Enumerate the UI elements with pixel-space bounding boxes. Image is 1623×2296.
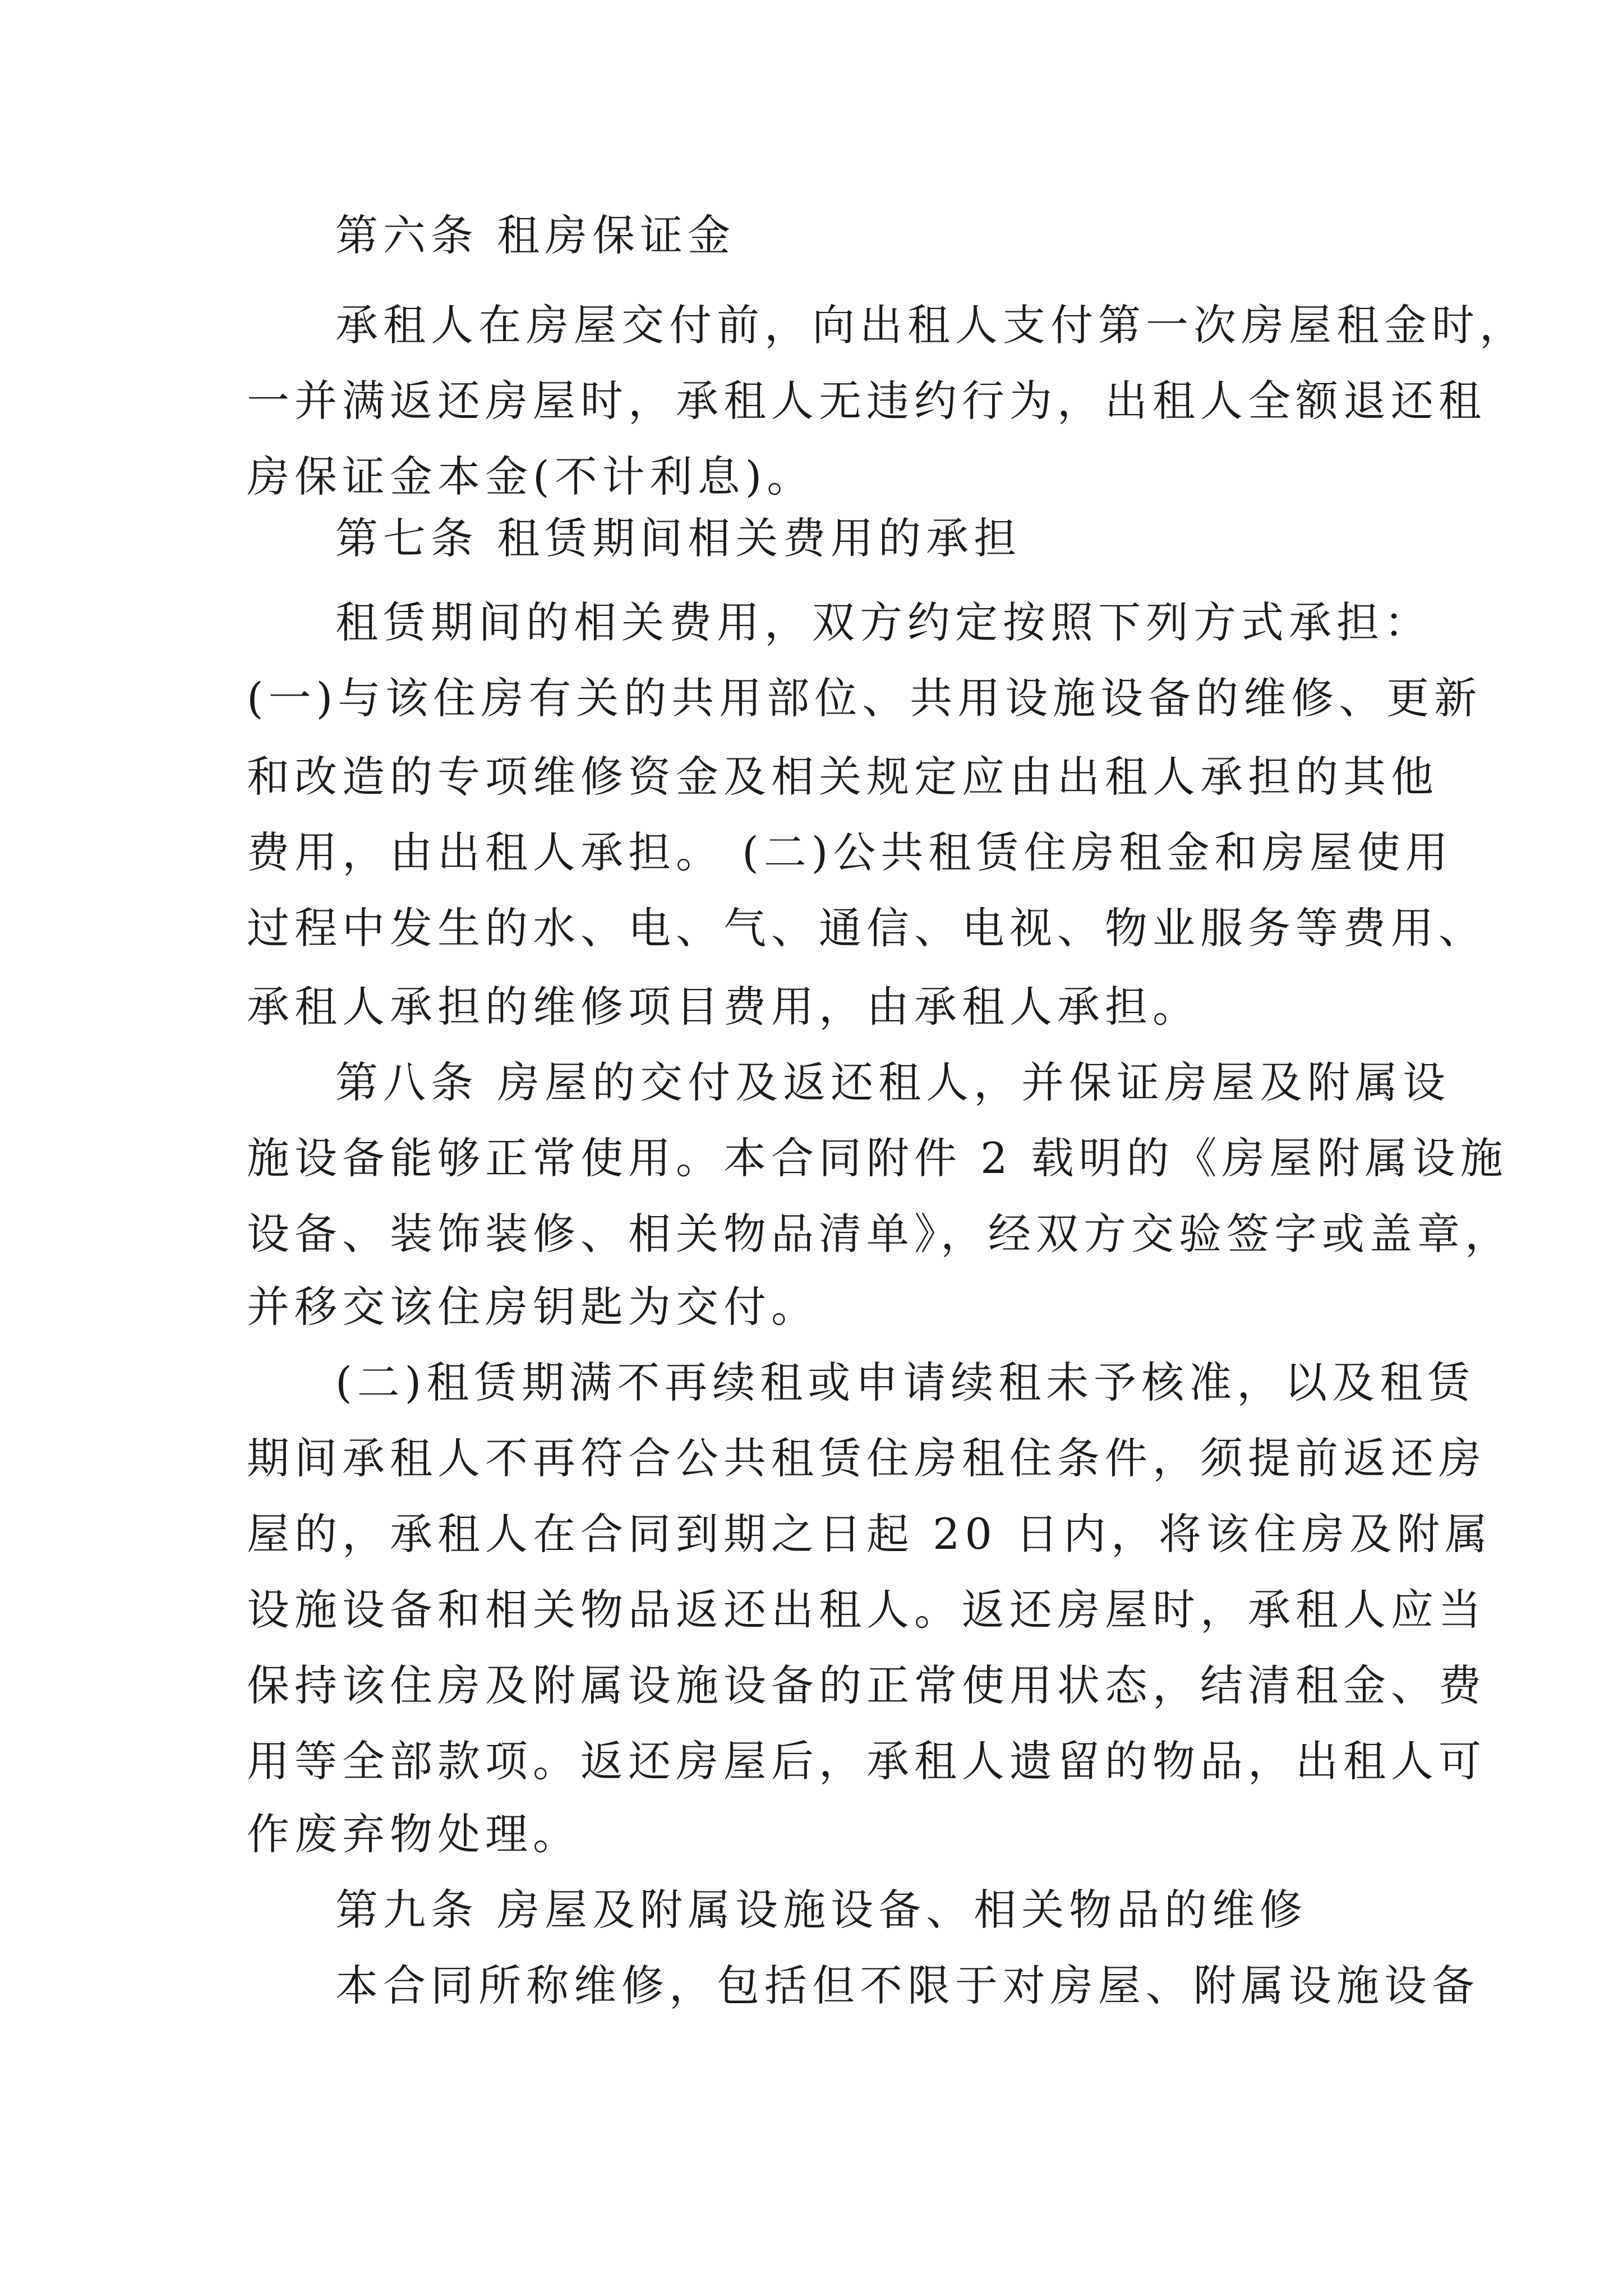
text-line: 和改造的专项维修资金及相关规定应由出租人承担的其他 [247,752,1438,802]
text-line: 费用，由出租人承担。 (二)公共租赁住房租金和房屋使用 [247,827,1453,877]
article-6-heading: 第六条 租房保证金 [335,210,736,260]
text-line: (一)与该住房有关的共用部位、共用设施设备的维修、更新 [247,673,1482,723]
text-line: 一并满返还房屋时，承租人无违约行为，出租人全额退还租 [247,376,1486,426]
text-line: (二)租赁期满不再续租或申请续租未予核准，以及租赁 [335,1358,1476,1407]
text-line: 设备、装饰装修、相关物品清单》，经双方交验签字或盖章， [247,1209,1513,1259]
text-line: 设施设备和相关物品返还出租人。返还房屋时，承租人应当 [247,1585,1486,1635]
text-line: 承租人在房屋交付前，向出租人支付第一次房屋租金时， [335,300,1527,350]
text-line: 承租人承担的维修项目费用，由承租人承担。 [247,982,1200,1032]
text-line: 保持该住房及附属设施设备的正常使用状态，结清租金、费 [247,1660,1486,1710]
text-line: 本合同所称维修，包括但不限于对房屋、附属设施设备 [335,1961,1479,2010]
article-9-heading: 第九条 房屋及附属设施设备、相关物品的维修 [335,1885,1308,1935]
text-line: 租赁期间的相关费用，双方约定按照下列方式承担： [335,597,1432,647]
text-line: 用等全部款项。返还房屋后，承租人遗留的物品，出租人可 [247,1736,1486,1786]
text-line: 施设备能够正常使用。本合同附件 2 载明的《房屋附属设施 [247,1133,1508,1183]
text-line: 房保证金本金(不计利息)。 [247,452,815,501]
article-8-heading: 第八条 房屋的交付及返还租人，并保证房屋及附属设 [335,1057,1451,1107]
text-line: 作废弃物处理。 [247,1809,580,1859]
text-line: 并移交该住房钥匙为交付。 [247,1282,819,1332]
text-line: 期间承租人不再符合公共租赁住房租住条件，须提前返还房 [247,1433,1486,1483]
text-line: 屋的，承租人在合同到期之日起 20 日内，将该住房及附属 [247,1509,1493,1559]
text-line: 过程中发生的水、电、气、通信、电视、物业服务等费用、 [247,903,1486,953]
article-7-heading: 第七条 租赁期间相关费用的承担 [335,513,1022,563]
